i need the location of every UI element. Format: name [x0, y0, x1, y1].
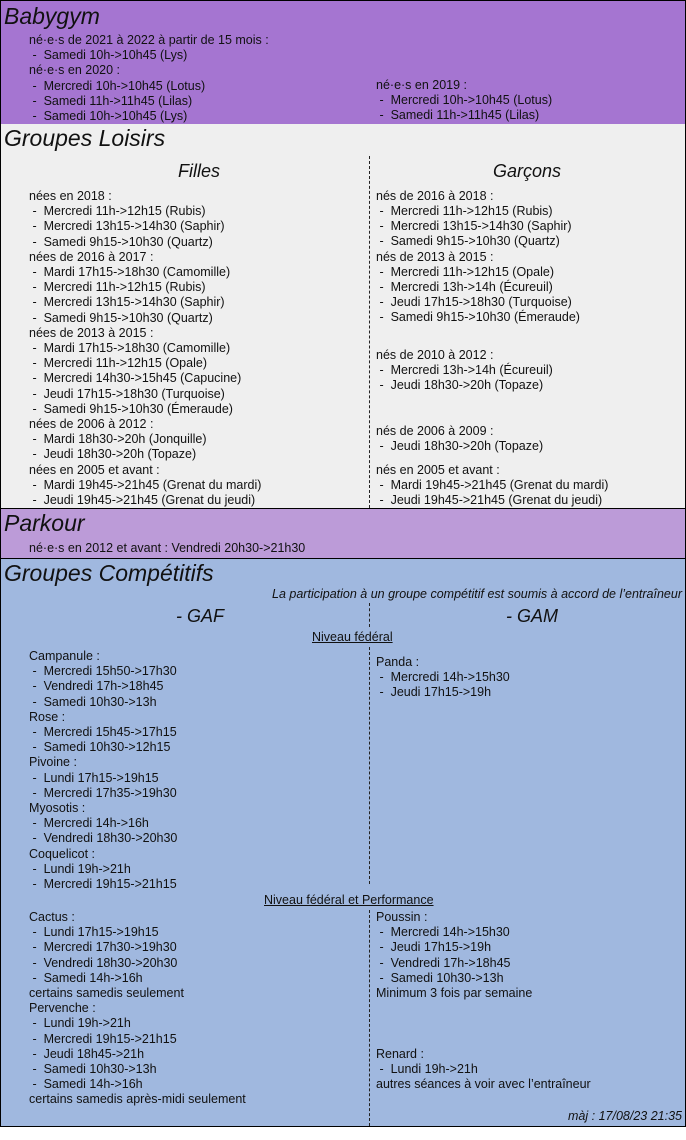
schedule-item: - Mardi 19h45->21h45 (Grenat du mardi) — [29, 477, 262, 492]
schedule-item: - Samedi 10h30->13h — [29, 694, 157, 709]
schedule-item: - Samedi 14h->16h — [29, 970, 143, 985]
level-federal-heading: Niveau fédéral — [312, 630, 393, 644]
schedule-item: - Samedi 14h->16h — [29, 1077, 143, 1092]
schedule-item: - Lundi 17h15->19h15 — [29, 770, 159, 785]
group-label: Rose : — [29, 709, 66, 724]
level-federal-performance-heading: Niveau fédéral et Performance — [264, 893, 434, 907]
schedule-item: - Mercredi 15h50->17h30 — [29, 664, 177, 679]
schedule-item: - Mercredi 17h35->19h30 — [29, 785, 177, 800]
group-label: nés de 2013 à 2015 : — [376, 250, 494, 264]
schedule-item: - Samedi 10h30->13h — [29, 1062, 157, 1076]
schedule-item: - Jeudi 18h45->21h — [29, 1046, 145, 1061]
schedule-item: - Jeudi 18h30->20h (Topaze) — [376, 378, 544, 392]
group-label: Renard : — [376, 1046, 424, 1061]
group-label: Campanule : — [29, 649, 100, 663]
schedule-item: - Mercredi 13h15->14h30 (Saphir) — [376, 219, 572, 233]
parkour-schedule: né·e·s en 2012 et avant : Vendredi 20h30->21h30 — [29, 541, 306, 555]
schedule-item: - Samedi 9h15->10h30 (Quartz) — [376, 234, 560, 248]
competitifs-section — [0, 559, 686, 1127]
group-label: Poussin : — [376, 910, 428, 924]
schedule-item: - Mercredi 11h->12h15 (Rubis) — [29, 204, 206, 219]
schedule-item: - Jeudi 17h15->19h — [376, 685, 492, 700]
group-label: nés de 2010 à 2012 : — [376, 348, 494, 362]
schedule-item: - Mercredi 11h->12h15 (Rubis) — [376, 204, 553, 218]
schedule-item: - Mercredi 13h->14h (Écureuil) — [376, 280, 553, 294]
group-label: nés de 2016 à 2018 : — [376, 189, 494, 203]
parkour-section — [0, 509, 686, 559]
gam-heading: - GAM — [506, 606, 558, 626]
schedule-item: - Mercredi 11h->12h15 (Opale) — [29, 356, 207, 371]
schedule-item: - Jeudi 17h15->18h30 (Turquoise) — [376, 295, 572, 309]
group-label: certains samedis seulement — [29, 986, 184, 1000]
group-label: nées de 2016 à 2017 : — [29, 249, 154, 264]
schedule-item: - Vendredi 17h->18h45 — [29, 679, 164, 694]
schedule-item: - Mercredi 13h15->14h30 (Saphir) — [29, 219, 225, 234]
schedule-item: - Mercredi 14h->16h — [29, 816, 149, 831]
group-label: Myosotis : — [29, 801, 86, 815]
schedule-item: - Mardi 18h30->20h (Jonquille) — [29, 432, 207, 447]
schedule-item: - Mercredi 19h15->21h15 — [29, 1031, 177, 1046]
schedule-item: - Mercredi 13h15->14h30 (Saphir) — [29, 295, 225, 310]
group-label: nées en 2018 : — [29, 189, 112, 203]
loisirs-section — [0, 124, 686, 509]
group-label: autres séances à voir avec l’entraîneur — [376, 1077, 591, 1092]
schedule-item: - Mercredi 10h->10h45 (Lotus) — [29, 78, 206, 93]
participation-note: La participation à un groupe compétitif est soumis à accord de l’entraîneur — [272, 587, 682, 601]
group-label: certains samedis après-midi seulement — [29, 1092, 246, 1107]
group-label: nées en 2005 et avant : — [29, 462, 160, 477]
gaf-heading: - GAF — [176, 606, 224, 626]
schedule-item: - Mercredi 14h30->15h45 (Capucine) — [29, 371, 242, 386]
schedule-item: - Jeudi 19h45->21h45 (Grenat du jeudi) — [29, 493, 256, 507]
column-divider — [369, 156, 370, 508]
schedule-item: - Samedi 9h15->10h30 (Quartz) — [29, 234, 213, 249]
schedule-item: - Jeudi 19h45->21h45 (Grenat du jeudi) — [376, 493, 603, 507]
group-label: né·e·s en 2020 : — [29, 63, 121, 78]
column-divider-top — [369, 603, 370, 627]
group-label: nés de 2006 à 2009 : — [376, 424, 494, 438]
schedule-item: - Mercredi 14h->15h30 — [376, 925, 510, 940]
schedule-item: - Mercredi 10h->10h45 (Lotus) — [376, 93, 553, 108]
group-label: Pivoine : — [29, 755, 77, 770]
schedule-item: - Lundi 19h->21h — [29, 1016, 131, 1031]
boys-heading: Garçons — [493, 161, 562, 181]
group-label: Cactus : — [29, 910, 75, 924]
schedule-item: - Jeudi 18h30->20h (Topaze) — [29, 447, 197, 462]
schedule-item: - Mercredi 11h->12h15 (Opale) — [376, 265, 554, 279]
schedule-item: - Jeudi 18h30->20h (Topaze) — [376, 439, 544, 453]
column-divider-level2 — [369, 910, 370, 1126]
group-label: né·e·s de 2021 à 2022 à partir de 15 mois : — [29, 33, 269, 47]
babygym-title: Babygym — [4, 3, 100, 29]
schedule-item: - Samedi 9h15->10h30 (Émeraude) — [29, 401, 233, 416]
schedule-item: - Mercredi 13h->14h (Écureuil) — [376, 363, 553, 377]
parkour-title: Parkour — [4, 510, 85, 536]
group-label: nés en 2005 et avant : — [376, 463, 500, 477]
schedule-item: - Mardi 17h15->18h30 (Camomille) — [29, 265, 231, 279]
schedule-item: - Vendredi 17h->18h45 — [376, 955, 511, 970]
schedule-item: - Jeudi 17h15->18h30 (Turquoise) — [29, 386, 225, 401]
group-label: Pervenche : — [29, 1001, 96, 1016]
schedule-item: - Mercredi 19h15->21h15 — [29, 877, 177, 891]
babygym-section — [0, 0, 686, 125]
schedule-item: - Samedi 11h->11h45 (Lilas) — [29, 93, 193, 108]
schedule-item: - Samedi 10h->10h45 (Lys) — [29, 48, 188, 63]
group-label: Coquelicot : — [29, 846, 96, 861]
group-label: Minimum 3 fois par semaine — [376, 986, 533, 1000]
schedule-item: - Jeudi 17h15->19h — [376, 940, 492, 955]
schedule-item: - Mercredi 14h->15h30 — [376, 670, 510, 685]
schedule-item: - Samedi 11h->11h45 (Lilas) — [376, 108, 540, 123]
schedule-item: - Vendredi 18h30->20h30 — [29, 955, 178, 970]
schedule-item: - Mercredi 17h30->19h30 — [29, 940, 177, 955]
schedule-item: - Vendredi 18h30->20h30 — [29, 831, 178, 846]
loisirs-title: Groupes Loisirs — [4, 125, 166, 151]
competitifs-title: Groupes Compétitifs — [4, 560, 214, 586]
schedule-item: - Samedi 10h30->13h — [376, 970, 504, 985]
schedule-item: - Mercredi 15h45->17h15 — [29, 725, 177, 739]
schedule-item: - Samedi 9h15->10h30 (Quartz) — [29, 310, 213, 325]
column-divider-level1 — [369, 647, 370, 884]
schedule-item: - Lundi 19h->21h — [376, 1062, 478, 1076]
schedule-item: - Mercredi 11h->12h15 (Rubis) — [29, 280, 206, 295]
schedule-item: - Samedi 9h15->10h30 (Émeraude) — [376, 310, 580, 324]
last-updated: màj : 17/08/23 21:35 — [568, 1109, 682, 1123]
schedule-item: - Lundi 19h->21h — [29, 861, 131, 876]
group-label: Panda : — [376, 655, 420, 669]
schedule-item: - Samedi 10h->10h45 (Lys) — [29, 109, 188, 123]
girls-heading: Filles — [178, 161, 221, 181]
schedule-item: - Samedi 10h30->12h15 — [29, 740, 171, 755]
group-label: nées de 2006 à 2012 : — [29, 417, 154, 431]
schedule-item: - Mardi 19h45->21h45 (Grenat du mardi) — [376, 478, 609, 492]
group-label: né·e·s en 2019 : — [376, 78, 468, 92]
group-label: nées de 2013 à 2015 : — [29, 325, 154, 340]
schedule-item: - Mardi 17h15->18h30 (Camomille) — [29, 341, 231, 355]
schedule-item: - Lundi 17h15->19h15 — [29, 925, 159, 940]
